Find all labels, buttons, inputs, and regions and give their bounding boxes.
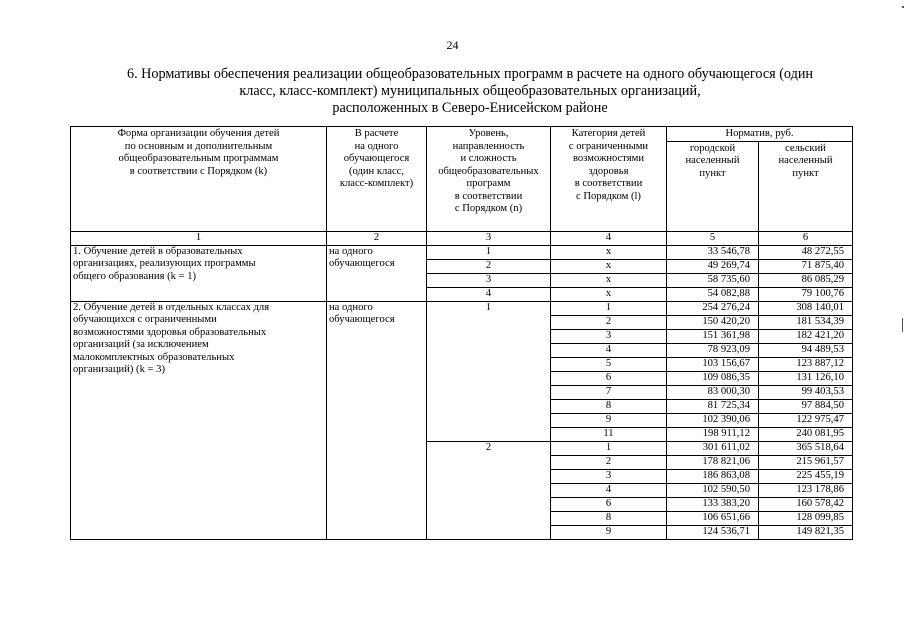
category-cell: x xyxy=(551,273,667,287)
heading-line: расположенных в Северо-Енисейском районе xyxy=(332,100,608,116)
rural-norm-cell: 128 099,85 xyxy=(759,511,853,525)
table-row xyxy=(71,245,853,259)
column-number: 6 xyxy=(759,231,853,245)
category-cell: x xyxy=(551,287,667,301)
category-cell: 1 xyxy=(551,441,667,455)
header-category xyxy=(551,127,667,232)
rural-norm-cell: 123 887,12 xyxy=(759,357,853,371)
header-category-line: Категория детей xyxy=(571,128,646,139)
group-2-calc xyxy=(327,301,427,539)
header-category-line: с ограниченными xyxy=(568,140,649,152)
level-cell: 2 xyxy=(427,441,551,539)
rural-norm-cell: 97 884,50 xyxy=(759,399,853,413)
group-2-calc-line: на одного xyxy=(329,301,373,313)
header-form-line: Форма организации обучения детей xyxy=(117,128,280,139)
header-category-line: в соответствии xyxy=(574,178,643,189)
header-urban-line: пункт xyxy=(699,167,726,179)
urban-norm-cell: 198 911,12 xyxy=(667,427,759,441)
category-cell: x xyxy=(551,245,667,259)
column-number: 3 xyxy=(427,231,551,245)
header-level-line: в соответствии xyxy=(454,190,523,202)
level-cell: 1 xyxy=(427,245,551,259)
urban-norm-cell: 186 863,08 xyxy=(667,469,759,483)
header-urban-line: населенный xyxy=(685,155,740,166)
urban-norm-cell: 151 361,98 xyxy=(667,329,759,343)
urban-norm-cell: 103 156,67 xyxy=(667,357,759,371)
category-cell: 11 xyxy=(551,427,667,441)
header-category-line: с Порядком (l) xyxy=(576,190,641,202)
group-2-label-line: возможностями здоровья образовательных xyxy=(73,326,267,338)
group-2-label-line: малокомплектных образовательных xyxy=(73,351,235,363)
header-urban-line: городской xyxy=(689,142,736,154)
table-row xyxy=(71,301,853,315)
group-2-label-line: организаций (за исключением xyxy=(73,339,209,350)
header-rural-line: сельский xyxy=(785,142,826,154)
category-cell: 2 xyxy=(551,315,667,329)
rural-norm-cell: 215 961,57 xyxy=(759,455,853,469)
urban-norm-cell: 58 735,60 xyxy=(667,273,759,287)
urban-norm-cell: 106 651,66 xyxy=(667,511,759,525)
urban-norm-cell: 78 923,09 xyxy=(667,343,759,357)
header-calc-line: В расчете xyxy=(354,128,399,139)
group-1-calc-line: на одного xyxy=(329,245,373,257)
category-cell: 6 xyxy=(551,371,667,385)
rural-norm-cell: 365 518,64 xyxy=(759,441,853,455)
column-number-row xyxy=(71,231,853,245)
urban-norm-cell: 254 276,24 xyxy=(667,301,759,315)
header-level-line: Уровень, xyxy=(468,128,509,139)
category-cell: 8 xyxy=(551,511,667,525)
urban-norm-cell: 150 420,20 xyxy=(667,315,759,329)
rural-norm-cell: 182 421,20 xyxy=(759,329,853,343)
rural-norm-cell: 225 455,19 xyxy=(759,469,853,483)
rural-norm-cell: 122 975,47 xyxy=(759,413,853,427)
level-cell: 4 xyxy=(427,287,551,301)
rural-norm-cell: 131 126,10 xyxy=(759,371,853,385)
header-rural-line: пункт xyxy=(792,167,819,179)
rural-norm-cell: 240 081,95 xyxy=(759,427,853,441)
category-cell: 2 xyxy=(551,455,667,469)
group-2-calc-line: обучающегося xyxy=(329,314,395,325)
category-cell: 1 xyxy=(551,301,667,315)
rural-norm-cell: 149 821,35 xyxy=(759,525,853,539)
header-form-line: в соответствии с Порядком (k) xyxy=(129,165,268,177)
category-cell: 4 xyxy=(551,343,667,357)
column-number: 4 xyxy=(551,231,667,245)
heading-line: класс, класс-комплект) муниципальных общеобразовательных организаций, xyxy=(239,83,701,99)
rural-norm-cell: 160 578,42 xyxy=(759,497,853,511)
header-form xyxy=(71,127,327,232)
category-cell: 9 xyxy=(551,525,667,539)
rural-norm-cell: 86 085,29 xyxy=(759,273,853,287)
norms-table-container xyxy=(70,126,852,540)
urban-norm-cell: 81 725,34 xyxy=(667,399,759,413)
document-heading xyxy=(100,66,840,117)
group-2-label-line: обучающихся с ограниченными xyxy=(73,314,217,325)
page-number: 24 xyxy=(446,38,459,52)
table-body xyxy=(71,245,853,539)
rural-norm-cell: 79 100,76 xyxy=(759,287,853,301)
header-category-line: здоровья xyxy=(588,165,629,177)
group-1-calc-line: обучающегося xyxy=(329,258,395,269)
urban-norm-cell: 109 086,35 xyxy=(667,371,759,385)
norms-table xyxy=(70,126,853,540)
group-1-label-line: организациях, реализующих программы xyxy=(73,258,256,269)
rural-norm-cell: 123 178,86 xyxy=(759,483,853,497)
rural-norm-cell: 71 875,40 xyxy=(759,259,853,273)
header-urban xyxy=(667,141,759,231)
rural-norm-cell: 48 272,55 xyxy=(759,245,853,259)
category-cell: 3 xyxy=(551,469,667,483)
level-cell: 3 xyxy=(427,273,551,287)
urban-norm-cell: 102 590,50 xyxy=(667,483,759,497)
urban-norm-cell: 54 082,88 xyxy=(667,287,759,301)
header-level-line: и сложность xyxy=(460,153,517,164)
urban-norm-cell: 49 269,74 xyxy=(667,259,759,273)
column-number: 1 xyxy=(71,231,327,245)
header-calc-line: обучающегося xyxy=(343,153,410,164)
header-calc-line: на одного xyxy=(354,140,399,152)
group-1-label-line: 1. Обучение детей в образовательных xyxy=(73,245,243,257)
urban-norm-cell: 133 383,20 xyxy=(667,497,759,511)
level-cell: 2 xyxy=(427,259,551,273)
category-cell: 7 xyxy=(551,385,667,399)
header-level xyxy=(427,127,551,232)
scan-edge-mark xyxy=(902,318,903,332)
rural-norm-cell: 94 489,53 xyxy=(759,343,853,357)
heading-line: 6. Нормативы обеспечения реализации общеобразовательных программ в расчете на одного обучающегося (один xyxy=(126,66,814,82)
header-calc xyxy=(327,127,427,232)
category-cell: x xyxy=(551,259,667,273)
category-cell: 8 xyxy=(551,399,667,413)
group-2-label-line: 2. Обучение детей в отдельных классах для xyxy=(73,301,270,313)
header-norm: Норматив, руб. xyxy=(667,127,853,142)
header-calc-line: (один класс, xyxy=(348,165,405,177)
header-level-line: общеобразовательных xyxy=(438,165,539,177)
header-rural xyxy=(759,141,853,231)
header-level-line: с Порядком (n) xyxy=(454,203,523,214)
header-form-line: общеобразовательным программам xyxy=(118,153,279,164)
category-cell: 5 xyxy=(551,357,667,371)
category-cell: 6 xyxy=(551,497,667,511)
group-2-label xyxy=(71,301,327,539)
level-cell: 1 xyxy=(427,301,551,441)
header-calc-line: класс-комплект) xyxy=(339,178,414,189)
header-category-line: возможностями xyxy=(573,153,644,164)
urban-norm-cell: 301 611,02 xyxy=(667,441,759,455)
group-1-calc xyxy=(327,245,427,301)
urban-norm-cell: 178 821,06 xyxy=(667,455,759,469)
category-cell: 4 xyxy=(551,483,667,497)
column-number: 2 xyxy=(327,231,427,245)
category-cell: 9 xyxy=(551,413,667,427)
urban-norm-cell: 102 390,06 xyxy=(667,413,759,427)
group-2-label-line: организаций) (k = 3) xyxy=(73,364,165,375)
category-cell: 3 xyxy=(551,329,667,343)
column-number: 5 xyxy=(667,231,759,245)
header-level-line: направленность xyxy=(452,140,525,152)
urban-norm-cell: 124 536,71 xyxy=(667,525,759,539)
scan-edge-mark xyxy=(902,6,904,8)
rural-norm-cell: 308 140,01 xyxy=(759,301,853,315)
header-level-line: программ xyxy=(466,178,511,189)
urban-norm-cell: 33 546,78 xyxy=(667,245,759,259)
header-form-line: по основным и дополнительным xyxy=(124,140,273,152)
group-1-label-line: общего образования (k = 1) xyxy=(73,270,197,282)
header-rural-line: населенный xyxy=(778,155,833,166)
urban-norm-cell: 83 000,30 xyxy=(667,385,759,399)
group-1-label xyxy=(71,245,327,301)
rural-norm-cell: 99 403,53 xyxy=(759,385,853,399)
rural-norm-cell: 181 534,39 xyxy=(759,315,853,329)
